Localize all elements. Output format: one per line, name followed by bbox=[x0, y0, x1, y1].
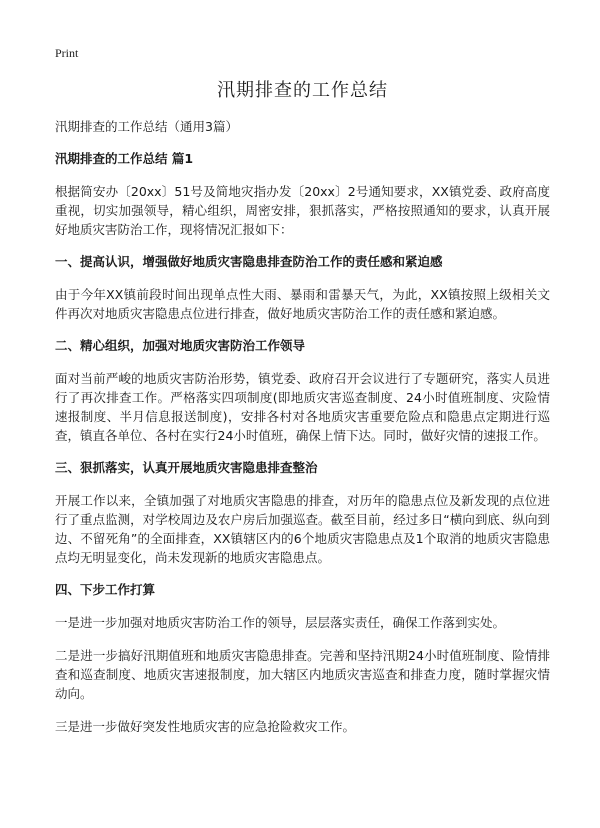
print-link[interactable]: Print bbox=[55, 46, 79, 60]
document-page bbox=[55, 78, 550, 750]
section-heading-1: 一、提高认识，增强做好地质灾害隐患排查防治工作的责任感和紧迫感 bbox=[55, 254, 443, 269]
intro-paragraph: 根据简安办〔20xx〕51号及简地灾指办发〔20xx〕2号通知要求，XX镇党委、政府高度重视，切实加强领导，精心组织，周密安排，狠抓落实，严格按照通知的要求，认真开展好地质灾害防治工作，现将情况汇报如下： bbox=[55, 184, 550, 237]
section-2-paragraph: 面对当前严峻的地质灾害防治形势，镇党委、政府召开会议进行了专题研究，落实人员进行了再次排查工作。严格落实四项制度(即地质灾害巡查制度、24小时值班制度、灾险情速报制度、半月信息报送制度)，安排各村对各地质灾害重要危险点和隐患点定期进行巡查，镇直各单位、各村在实行24小时值班，确保上情下达。同时，做好灾情的速报工作。 bbox=[55, 371, 550, 443]
page-title: 汛期排查的工作总结 bbox=[217, 80, 388, 101]
document-subtitle: 汛期排查的工作总结（通用3篇） bbox=[55, 119, 238, 134]
section-4-paragraph-1: 一是进一步加强对地质灾害防治工作的领导，层层落实责任，确保工作落到实处。 bbox=[55, 615, 506, 630]
section-heading-3: 三、狠抓落实，认真开展地质灾害隐患排查整治 bbox=[55, 460, 318, 475]
section-heading-4: 四、下步工作打算 bbox=[55, 582, 156, 597]
article-heading: 汛期排查的工作总结 篇1 bbox=[55, 151, 194, 166]
section-heading-2: 二、精心组织，加强对地质灾害防治工作领导 bbox=[55, 338, 306, 353]
section-1-paragraph: 由于今年XX镇前段时间出现单点性大雨、暴雨和雷暴天气，为此，XX镇按照上级相关文件再次对地质灾害隐患点位进行排查，做好地质灾害防治工作的责任感和紧迫感。 bbox=[55, 287, 550, 321]
section-3-paragraph: 开展工作以来，全镇加强了对地质灾害隐患的排查，对历年的隐患点位及新发现的点位进行了重点监测，对学校周边及农户房后加强巡查。截至目前，经过多日“横向到底、纵向到边、不留死角”的全面排查，XX镇辖区内的6个地质灾害隐患点及1个取消的地质灾害隐患点均无明显变化，尚未发现新的地质灾害隐患点。 bbox=[55, 493, 550, 565]
section-4-paragraph-3: 三是进一步做好突发性地质灾害的应急抢险救灾工作。 bbox=[55, 719, 356, 734]
section-4-paragraph-2: 二是进一步搞好汛期值班和地质灾害隐患排查。完善和坚持汛期24小时值班制度、险情排查和巡查制度、地质灾害速报制度，加大辖区内地质灾害巡查和排查力度，随时掌握灾情动向。 bbox=[55, 648, 550, 701]
